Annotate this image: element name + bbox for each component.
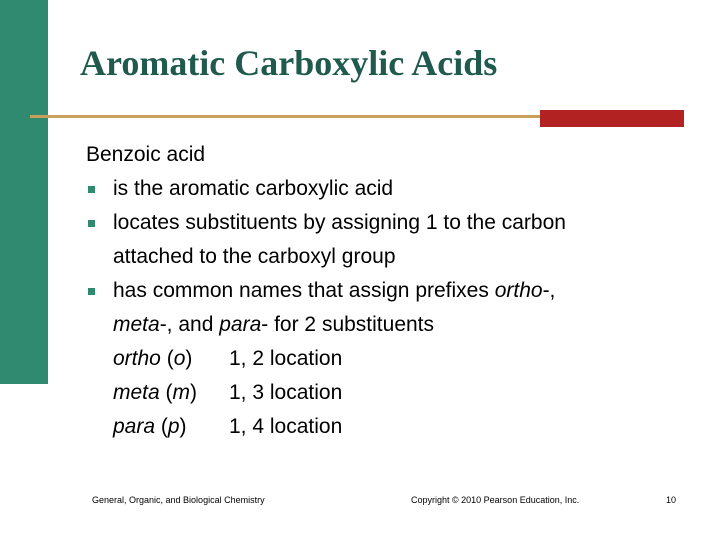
location-name: para (p) <box>113 415 187 438</box>
bullet-item <box>86 172 566 206</box>
location-value: 1, 4 location <box>229 415 343 438</box>
bullet-text <box>113 274 566 308</box>
italic-prefix-para: para <box>219 313 262 336</box>
bullet-text: is the aromatic carboxylic acid <box>113 177 394 200</box>
square-bullet-icon <box>88 186 95 193</box>
side-accent-bar <box>0 0 48 384</box>
text-run: -, <box>542 279 556 302</box>
title-underline-thin <box>30 115 540 118</box>
footer-course-title: General, Organic, and Biological Chemistry <box>92 495 265 505</box>
bullet-item <box>86 274 566 342</box>
section-heading: Benzoic acid <box>86 143 206 166</box>
footer-copyright: Copyright © 2010 Pearson Education, Inc. <box>411 495 580 505</box>
bullet-item <box>86 206 566 274</box>
location-prefix: para <box>113 415 156 438</box>
bullet-text-continuation <box>113 308 566 342</box>
location-abbr: m <box>172 381 191 404</box>
location-row <box>113 342 566 376</box>
slide-title: Aromatic Carboxylic Acids <box>80 43 498 83</box>
location-row <box>113 410 566 444</box>
square-bullet-icon <box>88 288 95 295</box>
italic-prefix-ortho: ortho <box>494 279 543 302</box>
location-name: ortho (o) <box>113 347 193 370</box>
page-number: 10 <box>666 495 677 505</box>
location-prefix: ortho <box>113 347 161 370</box>
title-underline-accent <box>540 110 684 127</box>
location-value: 1, 3 location <box>229 381 343 404</box>
bullet-text-continuation: attached to the carboxyl group <box>113 245 396 268</box>
location-name: meta (m) <box>113 381 198 404</box>
bullet-text: locates substituents by assigning 1 to the carbon <box>113 211 566 234</box>
text-run: - for 2 substituents <box>261 313 435 336</box>
location-abbr: p <box>167 415 180 438</box>
location-value: 1, 2 location <box>229 347 343 370</box>
slide-body <box>86 138 566 444</box>
italic-prefix-meta: meta <box>113 313 160 336</box>
text-run: has common names that assign prefixes <box>113 279 495 302</box>
location-prefix: meta <box>113 381 160 404</box>
location-abbr: o <box>173 347 186 370</box>
text-run: -, and <box>159 313 220 336</box>
square-bullet-icon <box>88 220 95 227</box>
location-row <box>113 376 566 410</box>
